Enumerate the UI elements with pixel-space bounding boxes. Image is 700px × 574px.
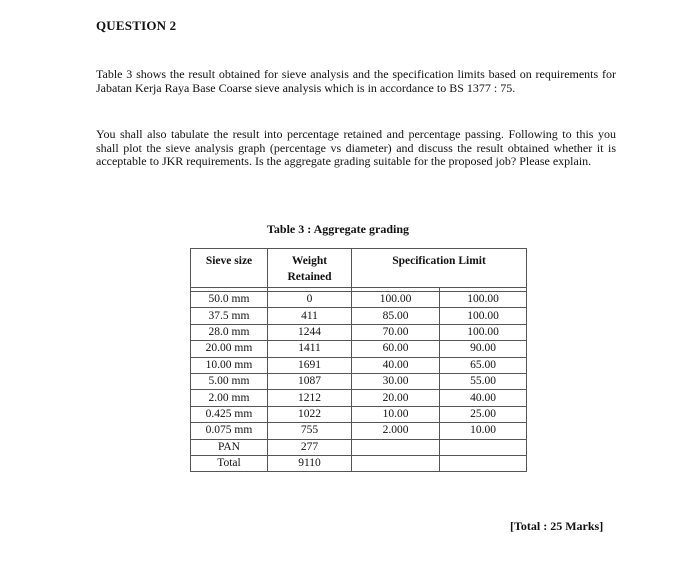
cell-spec-upper: 100.00	[440, 292, 527, 308]
cell-weight-retained: 277	[268, 439, 352, 455]
cell-spec-upper	[440, 455, 527, 471]
cell-sieve-size: 5.00 mm	[191, 373, 268, 389]
cell-sieve-size: 28.0 mm	[191, 324, 268, 340]
cell-sieve-size: 50.0 mm	[191, 292, 268, 308]
cell-spec-upper: 100.00	[440, 308, 527, 324]
cell-spec-lower	[352, 455, 440, 471]
table-row	[191, 455, 527, 471]
table-row	[191, 292, 527, 308]
table-row	[191, 406, 527, 422]
header-sieve-size: Sieve size	[191, 249, 268, 288]
total-marks: [Total : 25 Marks]	[510, 519, 604, 533]
cell-sieve-size: 0.425 mm	[191, 406, 268, 422]
question-heading: QUESTION 2	[96, 18, 177, 33]
header-weight-line2: Retained	[287, 271, 332, 283]
cell-weight-retained: 1244	[268, 324, 352, 340]
cell-spec-lower: 70.00	[352, 324, 440, 340]
aggregate-grading-table	[190, 248, 527, 472]
cell-spec-upper: 90.00	[440, 341, 527, 357]
table-body	[191, 292, 527, 472]
cell-sieve-size: 20.00 mm	[191, 341, 268, 357]
cell-sieve-size: 10.00 mm	[191, 357, 268, 373]
cell-weight-retained: 9110	[268, 455, 352, 471]
cell-spec-upper: 25.00	[440, 406, 527, 422]
table-row	[191, 324, 527, 340]
cell-spec-lower	[352, 439, 440, 455]
table-row	[191, 390, 527, 406]
question-paragraph-2: You shall also tabulate the result into percentage retained and percentage passing. Following to this you shall plot the sieve analysis graph (percentage vs diameter) and discuss the result obtained whether it is acceptable to JKR requirements. Is the aggregate grading suitable for the proposed job? Please explain.	[96, 127, 616, 168]
cell-weight-retained: 0	[268, 292, 352, 308]
cell-spec-upper: 65.00	[440, 357, 527, 373]
table-row	[191, 439, 527, 455]
cell-spec-lower: 40.00	[352, 357, 440, 373]
cell-weight-retained: 755	[268, 423, 352, 439]
cell-sieve-size: 2.00 mm	[191, 390, 268, 406]
cell-spec-lower: 100.00	[352, 292, 440, 308]
table-row	[191, 373, 527, 389]
cell-spec-upper: 40.00	[440, 390, 527, 406]
cell-spec-upper	[440, 439, 527, 455]
table-row	[191, 357, 527, 373]
cell-sieve-size: 0.075 mm	[191, 423, 268, 439]
cell-spec-lower: 60.00	[352, 341, 440, 357]
cell-spec-upper: 100.00	[440, 324, 527, 340]
cell-weight-retained: 1022	[268, 406, 352, 422]
cell-weight-retained: 1087	[268, 373, 352, 389]
table-row	[191, 308, 527, 324]
cell-weight-retained: 1691	[268, 357, 352, 373]
cell-sieve-size: PAN	[191, 439, 268, 455]
header-weight-line1: Weight	[291, 255, 328, 267]
cell-spec-lower: 85.00	[352, 308, 440, 324]
header-specification-limit: Specification Limit	[352, 249, 527, 288]
question-paragraph-1: Table 3 shows the result obtained for sieve analysis and the specification limits based on requirements for Jabatan Kerja Raya Base Coarse sieve analysis which is in accordance to BS 1377 : 75.	[96, 67, 616, 95]
cell-sieve-size: 37.5 mm	[191, 308, 268, 324]
cell-spec-upper: 10.00	[440, 423, 527, 439]
table-header-row	[191, 249, 527, 288]
cell-spec-lower: 10.00	[352, 406, 440, 422]
cell-spec-lower: 20.00	[352, 390, 440, 406]
cell-spec-lower: 2.000	[352, 423, 440, 439]
cell-spec-lower: 30.00	[352, 373, 440, 389]
cell-weight-retained: 1212	[268, 390, 352, 406]
cell-sieve-size: Total	[191, 455, 268, 471]
table-row	[191, 423, 527, 439]
header-weight-retained	[268, 249, 352, 288]
cell-spec-upper: 55.00	[440, 373, 527, 389]
cell-weight-retained: 1411	[268, 341, 352, 357]
cell-weight-retained: 411	[268, 308, 352, 324]
table-caption: Table 3 : Aggregate grading	[267, 222, 410, 236]
table-row	[191, 341, 527, 357]
